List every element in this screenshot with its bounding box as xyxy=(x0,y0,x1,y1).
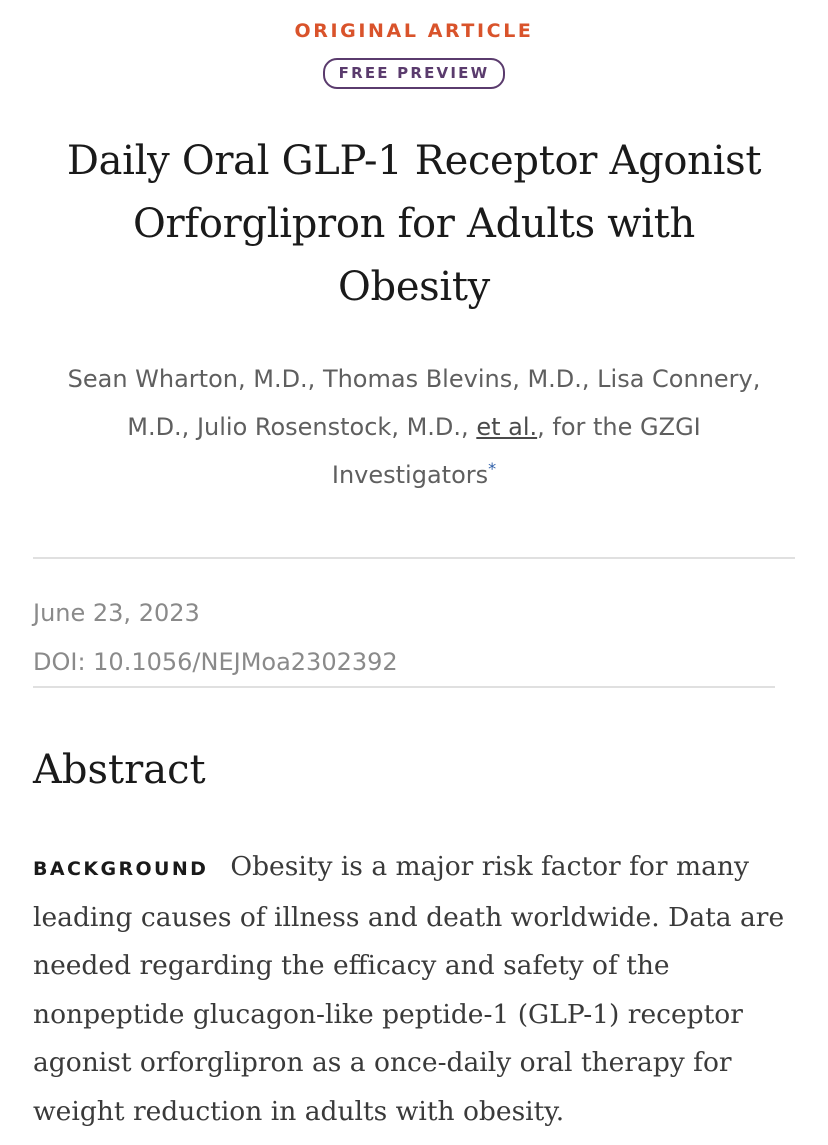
article-title: Daily Oral GLP-1 Receptor Agonist Orforglipron for Adults with Obesity xyxy=(66,138,762,310)
abstract-background-paragraph xyxy=(33,843,803,1136)
footnote-marker-link[interactable]: * xyxy=(488,459,497,478)
et-al-link[interactable]: et al. xyxy=(476,413,538,441)
free-preview-badge: FREE PREVIEW xyxy=(323,58,506,89)
article-type-label: ORIGINAL ARTICLE xyxy=(294,20,534,42)
divider-bottom xyxy=(33,686,775,688)
author-list xyxy=(60,355,768,499)
background-label: BACKGROUND xyxy=(33,858,209,880)
publication-date: June 23, 2023 xyxy=(33,599,200,627)
background-text: Obesity is a major risk factor for many leading causes of illness and death worldwide. Data are needed regarding the efficacy and safety of the nonpeptide glucagon-like peptide-1 (GLP-1) receptor agonist orforglipron as a once-daily oral therapy for weight reduction in adults with obesity. xyxy=(33,851,785,1127)
investigator-group: , for the GZGI Investigators xyxy=(331,413,701,489)
abstract-heading: Abstract xyxy=(33,747,206,793)
doi-text: DOI: 10.1056/NEJMoa2302392 xyxy=(33,648,398,676)
badge-container xyxy=(0,58,828,89)
author-names: Sean Wharton, M.D., Thomas Blevins, M.D., Lisa Connery, M.D., Julio Rosenstock, M.D., xyxy=(67,365,761,441)
divider-top xyxy=(33,557,795,559)
